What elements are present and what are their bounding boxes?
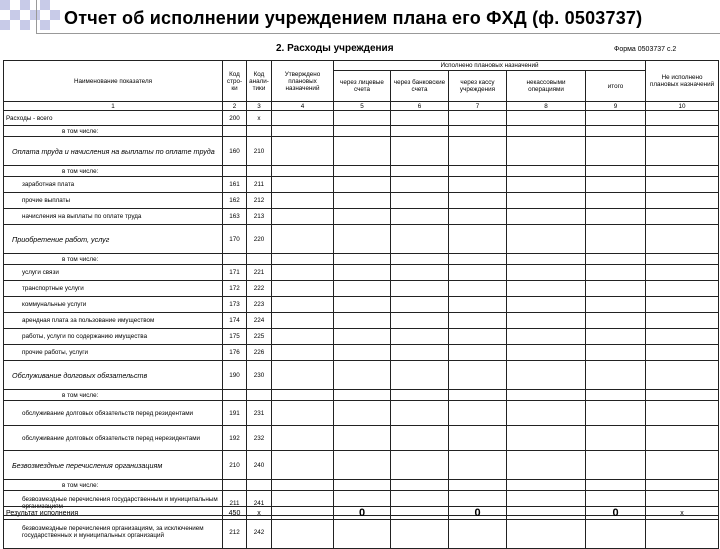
row-code: 200 (223, 111, 247, 126)
row-code: 175 (223, 329, 247, 345)
value-cell (646, 451, 719, 480)
value-cell (449, 209, 507, 225)
value-cell (334, 451, 391, 480)
header-analytic-code: Код анали-тики (247, 61, 272, 102)
header-not-executed: Не исполнено плановых назначений (646, 61, 719, 102)
value-cell (272, 111, 334, 126)
table-row (4, 254, 719, 265)
value-cell (586, 111, 646, 126)
header-col-number: 8 (507, 102, 586, 111)
value-cell (391, 281, 449, 297)
header-col-number: 4 (272, 102, 334, 111)
row-label: обслуживание долговых обязательств перед нерезидентами (4, 426, 223, 451)
value-cell (334, 516, 391, 549)
header-col-number: 6 (391, 102, 449, 111)
value-cell (646, 137, 719, 166)
header-col-number: 2 (223, 102, 247, 111)
table-row (4, 137, 719, 166)
table-row (4, 193, 719, 209)
value-cell (449, 516, 507, 549)
row-code (223, 390, 247, 401)
value-cell (586, 313, 646, 329)
header-col-number: 7 (449, 102, 507, 111)
value-cell (586, 401, 646, 426)
result-not-executed: х (646, 507, 719, 520)
value-cell (646, 480, 719, 491)
value-cell (507, 225, 586, 254)
row-label: начисления на выплаты по оплате труда (4, 209, 223, 225)
value-cell (391, 193, 449, 209)
value-cell (449, 390, 507, 401)
result-row-code: 450 (223, 507, 247, 520)
value-cell (272, 209, 334, 225)
value-cell (272, 166, 334, 177)
value-cell (391, 390, 449, 401)
value-cell (646, 313, 719, 329)
value-cell (272, 193, 334, 209)
row-code: 174 (223, 313, 247, 329)
value-cell (646, 516, 719, 549)
row-label: в том числе: (4, 390, 223, 401)
analytic-code: 241 (247, 491, 272, 516)
value-cell (586, 137, 646, 166)
value-cell (391, 451, 449, 480)
value-cell (334, 313, 391, 329)
table-row (4, 390, 719, 401)
value-cell (507, 361, 586, 390)
analytic-code: 211 (247, 177, 272, 193)
value-cell (507, 254, 586, 265)
value-cell (334, 177, 391, 193)
value-cell (449, 225, 507, 254)
value-cell (272, 390, 334, 401)
row-label: Расходы - всего (4, 111, 223, 126)
row-code (223, 126, 247, 137)
row-code: 171 (223, 265, 247, 281)
value-cell (507, 166, 586, 177)
value-cell (507, 209, 586, 225)
value-cell (334, 426, 391, 451)
analytic-code: 231 (247, 401, 272, 426)
value-cell (507, 137, 586, 166)
row-code: 173 (223, 297, 247, 313)
value-cell (646, 177, 719, 193)
header-noncash: некассовыми операциями (507, 71, 586, 102)
header-col-number: 1 (4, 102, 223, 111)
value-cell (449, 329, 507, 345)
value-cell (507, 426, 586, 451)
value-cell (449, 401, 507, 426)
value-cell (272, 137, 334, 166)
header-total: итого (586, 71, 646, 102)
value-cell (272, 426, 334, 451)
row-code: 211 (223, 491, 247, 516)
row-label: в том числе: (4, 480, 223, 491)
header-row-code: Код стро-ки (223, 61, 247, 102)
value-cell (507, 401, 586, 426)
title-divider-vertical (36, 0, 37, 34)
form-reference: Форма 0503737 с.2 (614, 46, 677, 53)
value-cell (507, 451, 586, 480)
row-label: Приобретение работ, услуг (4, 225, 223, 254)
value-cell (646, 281, 719, 297)
result-table (3, 506, 719, 520)
header-col-number: 9 (586, 102, 646, 111)
row-label: Оплата труда и начисления на выплаты по оплате труда (4, 137, 223, 166)
value-cell (507, 516, 586, 549)
value-cell (334, 480, 391, 491)
row-label: транспортные услуги (4, 281, 223, 297)
value-cell (391, 166, 449, 177)
value-cell (391, 265, 449, 281)
value-cell (391, 516, 449, 549)
value-cell (586, 480, 646, 491)
row-label: прочие выплаты (4, 193, 223, 209)
table-row (4, 313, 719, 329)
value-cell (391, 401, 449, 426)
value-cell (334, 265, 391, 281)
row-code: 192 (223, 426, 247, 451)
header-name: Наименование показателя (4, 61, 223, 102)
value-cell (586, 516, 646, 549)
value-cell (334, 209, 391, 225)
value-cell (391, 345, 449, 361)
result-through-cash: 0 (449, 507, 507, 520)
analytic-code: 232 (247, 426, 272, 451)
value-cell (391, 361, 449, 390)
header-through-bank: через банковские счета (391, 71, 449, 102)
value-cell (646, 225, 719, 254)
table-row (4, 297, 719, 313)
value-cell (449, 126, 507, 137)
value-cell (449, 193, 507, 209)
value-cell (507, 193, 586, 209)
value-cell (646, 345, 719, 361)
value-cell (334, 361, 391, 390)
value-cell (449, 451, 507, 480)
table-row (4, 451, 719, 480)
analytic-code: 221 (247, 265, 272, 281)
row-code: 163 (223, 209, 247, 225)
table-row (4, 177, 719, 193)
row-label: заработная плата (4, 177, 223, 193)
row-label: в том числе: (4, 254, 223, 265)
value-cell (449, 345, 507, 361)
value-cell (646, 401, 719, 426)
header-executed-group: Исполнено плановых назначений (334, 61, 646, 71)
table-row (4, 361, 719, 390)
row-label: в том числе: (4, 166, 223, 177)
table-row (4, 329, 719, 345)
value-cell (449, 177, 507, 193)
row-label: работы, услуги по содержанию имущества (4, 329, 223, 345)
value-cell (272, 329, 334, 345)
analytic-code (247, 166, 272, 177)
value-cell (272, 265, 334, 281)
value-cell (272, 313, 334, 329)
analytic-code: 220 (247, 225, 272, 254)
value-cell (391, 426, 449, 451)
table-row (4, 516, 719, 549)
analytic-code (247, 126, 272, 137)
value-cell (391, 177, 449, 193)
value-cell (334, 126, 391, 137)
value-cell (391, 137, 449, 166)
row-label: услуги связи (4, 265, 223, 281)
row-label: в том числе: (4, 126, 223, 137)
value-cell (507, 281, 586, 297)
table-row (4, 166, 719, 177)
value-cell (586, 451, 646, 480)
value-cell (449, 166, 507, 177)
value-cell (586, 254, 646, 265)
value-cell (272, 361, 334, 390)
header-approved: Утверждено плановых назначений (272, 61, 334, 102)
analytic-code: 226 (247, 345, 272, 361)
value-cell (391, 209, 449, 225)
value-cell (586, 297, 646, 313)
value-cell (449, 480, 507, 491)
value-cell (272, 345, 334, 361)
row-label: Безвозмездные перечисления организациям (4, 451, 223, 480)
value-cell (449, 281, 507, 297)
value-cell (586, 361, 646, 390)
section-subtitle: 2. Расходы учреждения (276, 43, 394, 54)
value-cell (272, 177, 334, 193)
value-cell (646, 111, 719, 126)
value-cell (586, 126, 646, 137)
row-code (223, 254, 247, 265)
row-label: безвозмездные перечисления организациям, за исключением государственных и муниципальных организаций (4, 516, 223, 549)
result-row (4, 507, 719, 520)
value-cell (646, 126, 719, 137)
analytic-code: 240 (247, 451, 272, 480)
value-cell (586, 166, 646, 177)
value-cell (586, 281, 646, 297)
table-row (4, 111, 719, 126)
value-cell (586, 177, 646, 193)
value-cell (334, 281, 391, 297)
value-cell (334, 345, 391, 361)
value-cell (449, 265, 507, 281)
value-cell (391, 126, 449, 137)
analytic-code: 210 (247, 137, 272, 166)
result-approved (272, 507, 334, 520)
value-cell (272, 401, 334, 426)
row-code: 161 (223, 177, 247, 193)
row-code: 176 (223, 345, 247, 361)
value-cell (334, 166, 391, 177)
row-label: коммунальные услуги (4, 297, 223, 313)
value-cell (391, 225, 449, 254)
analytic-code (247, 480, 272, 491)
header-through-cash: через кассу учреждения (449, 71, 507, 102)
row-code: 212 (223, 516, 247, 549)
header-col-number: 3 (247, 102, 272, 111)
row-code: 210 (223, 451, 247, 480)
value-cell (507, 313, 586, 329)
value-cell (586, 390, 646, 401)
value-cell (586, 426, 646, 451)
table-row (4, 209, 719, 225)
table-row (4, 265, 719, 281)
value-cell (334, 329, 391, 345)
result-total: 0 (586, 507, 646, 520)
analytic-code: 223 (247, 297, 272, 313)
value-cell (449, 297, 507, 313)
value-cell (449, 426, 507, 451)
analytic-code: 242 (247, 516, 272, 549)
analytic-code (247, 390, 272, 401)
value-cell (272, 254, 334, 265)
value-cell (391, 313, 449, 329)
value-cell (507, 265, 586, 281)
value-cell (507, 177, 586, 193)
value-cell (507, 126, 586, 137)
value-cell (646, 265, 719, 281)
value-cell (646, 361, 719, 390)
result-label: Результат исполнения (4, 507, 223, 520)
value-cell (391, 480, 449, 491)
analytic-code (247, 254, 272, 265)
table-row (4, 401, 719, 426)
table-row (4, 426, 719, 451)
value-cell (334, 401, 391, 426)
analytic-code: 222 (247, 281, 272, 297)
corner-decoration (0, 0, 70, 32)
value-cell (449, 361, 507, 390)
table-row (4, 281, 719, 297)
value-cell (646, 254, 719, 265)
value-cell (272, 297, 334, 313)
value-cell (391, 297, 449, 313)
table-row (4, 480, 719, 491)
row-code (223, 166, 247, 177)
value-cell (272, 225, 334, 254)
result-noncash (507, 507, 586, 520)
header-col-number: 10 (646, 102, 719, 111)
value-cell (507, 345, 586, 361)
value-cell (334, 193, 391, 209)
value-cell (586, 225, 646, 254)
title-divider-horizontal (36, 33, 720, 34)
row-code: 191 (223, 401, 247, 426)
row-code: 172 (223, 281, 247, 297)
value-cell (449, 254, 507, 265)
value-cell (507, 480, 586, 491)
value-cell (334, 254, 391, 265)
value-cell (646, 390, 719, 401)
row-code (223, 480, 247, 491)
value-cell (334, 137, 391, 166)
value-cell (449, 111, 507, 126)
result-through-bank (391, 507, 449, 520)
header-through-personal: через лицевые счета (334, 71, 391, 102)
result-through-personal: 0 (334, 507, 391, 520)
row-label: безвозмездные перечисления государственным и муниципальным организациям (4, 491, 223, 516)
value-cell (334, 111, 391, 126)
analytic-code: х (247, 111, 272, 126)
value-cell (646, 329, 719, 345)
row-label: обслуживание долговых обязательств перед резидентами (4, 401, 223, 426)
row-code: 160 (223, 137, 247, 166)
row-label: прочие работы, услуги (4, 345, 223, 361)
value-cell (272, 451, 334, 480)
value-cell (507, 111, 586, 126)
value-cell (272, 281, 334, 297)
table-row (4, 126, 719, 137)
value-cell (449, 137, 507, 166)
page-title: Отчет об исполнении учреждением плана его ФХД (ф. 0503737) (64, 8, 643, 28)
value-cell (391, 111, 449, 126)
value-cell (646, 193, 719, 209)
header-col-number: 5 (334, 102, 391, 111)
result-analytic-code: х (247, 507, 272, 520)
analytic-code: 213 (247, 209, 272, 225)
value-cell (507, 390, 586, 401)
analytic-code: 230 (247, 361, 272, 390)
value-cell (272, 126, 334, 137)
table-row (4, 225, 719, 254)
value-cell (646, 166, 719, 177)
value-cell (272, 480, 334, 491)
analytic-code: 224 (247, 313, 272, 329)
row-code: 162 (223, 193, 247, 209)
table-row (4, 345, 719, 361)
row-code: 170 (223, 225, 247, 254)
value-cell (586, 193, 646, 209)
analytic-code: 212 (247, 193, 272, 209)
row-label: Обслуживание долговых обязательств (4, 361, 223, 390)
value-cell (507, 297, 586, 313)
value-cell (646, 209, 719, 225)
value-cell (391, 254, 449, 265)
row-code: 190 (223, 361, 247, 390)
value-cell (646, 426, 719, 451)
expenses-table (3, 60, 719, 549)
value-cell (391, 329, 449, 345)
value-cell (586, 329, 646, 345)
value-cell (272, 516, 334, 549)
value-cell (334, 225, 391, 254)
value-cell (334, 390, 391, 401)
row-label: арендная плата за пользование имуществом (4, 313, 223, 329)
analytic-code: 225 (247, 329, 272, 345)
value-cell (586, 265, 646, 281)
value-cell (586, 345, 646, 361)
value-cell (507, 329, 586, 345)
value-cell (449, 313, 507, 329)
value-cell (334, 297, 391, 313)
value-cell (646, 297, 719, 313)
value-cell (586, 209, 646, 225)
